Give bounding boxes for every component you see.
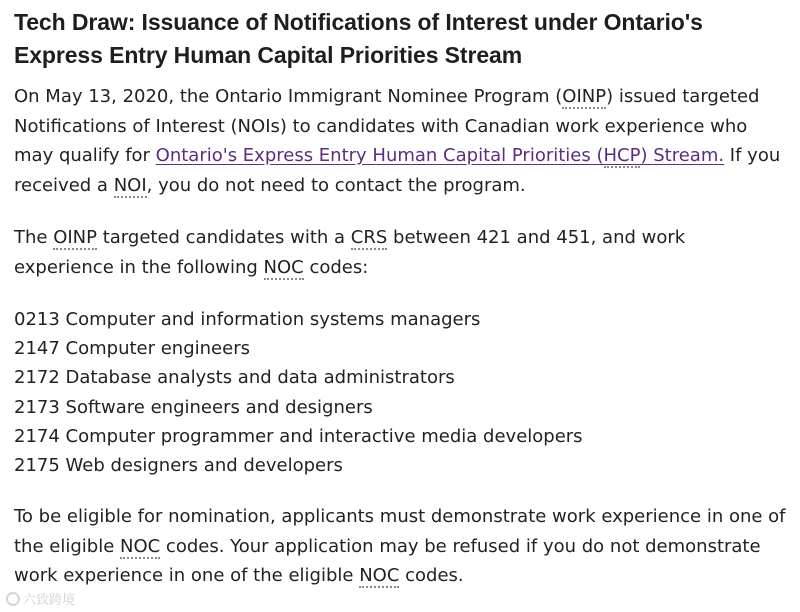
- abbr-noc[interactable]: NOC: [263, 256, 304, 278]
- list-item: 2175 Web designers and developers: [14, 455, 343, 477]
- list-item: 2173 Software engineers and designers: [14, 396, 373, 418]
- targeting-text-3: between 421 and 451, and work experience in the following: [14, 227, 686, 278]
- link-text-post: ) Stream.: [640, 145, 725, 166]
- abbr-noi[interactable]: NOI: [113, 174, 147, 196]
- abbr-oinp[interactable]: OINP: [562, 86, 607, 107]
- abbr-crs[interactable]: CRS: [350, 227, 388, 248]
- article: [14, 6, 786, 591]
- intro-text-1: On May 13, 2020, the Ontario Immigrant Nominee Program (: [14, 86, 563, 107]
- eligibility-paragraph: [14, 502, 786, 591]
- abbr-noc[interactable]: NOC: [359, 565, 400, 587]
- targeting-text-4: codes:: [303, 256, 369, 278]
- eligibility-text-1: To be eligible for nomination, applicants must demonstrate work experience in one of the eligible: [14, 506, 786, 557]
- circle-logo-icon: [6, 592, 20, 606]
- list-item: 2174 Computer programmer and interactive media developers: [14, 425, 583, 447]
- abbr-oinp[interactable]: OINP: [53, 227, 97, 248]
- intro-text-2: ) issued targeted Notifications of Interest (NOIs) to candidates with Canadian work experience who may qualify for: [14, 86, 760, 166]
- watermark-text: 六致跨境: [23, 593, 76, 608]
- abbr-hcp[interactable]: HCP: [603, 145, 641, 166]
- eligibility-text-2: codes. Your application may be refused if you do not demonstrate work experience in one of the eligible: [14, 535, 761, 587]
- intro-text-4: , you do not need to contact the program.: [146, 174, 526, 196]
- hcp-stream-link[interactable]: [156, 145, 724, 168]
- noc-code-list: [14, 305, 786, 480]
- list-item: 2172 Database analysts and data administrators: [14, 367, 455, 389]
- targeting-paragraph: [14, 223, 786, 282]
- targeting-text-2: targeted candidates with a: [97, 227, 351, 248]
- eligibility-text-3: codes.: [399, 565, 464, 587]
- intro-paragraph: [14, 82, 786, 200]
- watermark: [6, 589, 75, 608]
- list-item: 2147 Computer engineers: [14, 338, 250, 360]
- page-title: Tech Draw: Issuance of Notifications of Interest under Ontario's Express Entry Human Capital Priorities Stream: [14, 9, 703, 68]
- link-text-pre: Ontario's Express Entry Human Capital Priorities (: [155, 145, 604, 166]
- list-item: 0213 Computer and information systems managers: [14, 309, 481, 330]
- targeting-text-1: The: [14, 227, 54, 248]
- abbr-noc[interactable]: NOC: [120, 535, 161, 557]
- intro-text-3: If you received a: [14, 145, 781, 196]
